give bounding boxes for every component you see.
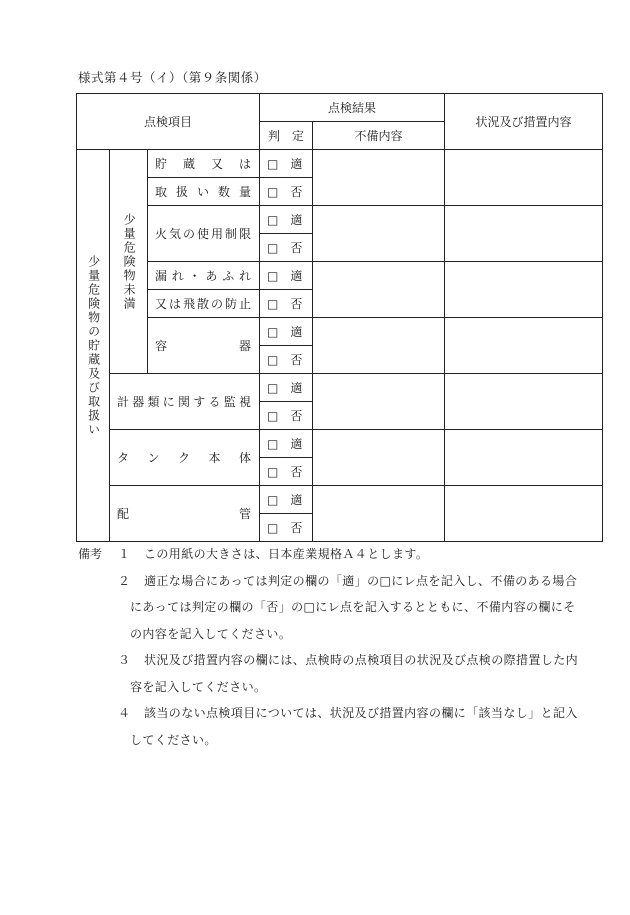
item-7-ok-checkbox[interactable]: □ 適 bbox=[260, 486, 313, 514]
item-char: れ bbox=[171, 269, 184, 283]
item-6-ok-checkbox[interactable]: □ 適 bbox=[260, 430, 313, 458]
item-1-ng-checkbox[interactable]: □ 否 bbox=[260, 178, 313, 206]
item-7-defect-field[interactable] bbox=[313, 486, 445, 542]
item-char: 容 bbox=[155, 339, 168, 353]
item-char: 本 bbox=[208, 451, 221, 465]
item-char: 又 bbox=[211, 157, 224, 171]
item-3-line1 bbox=[148, 262, 260, 290]
item-char: 使 bbox=[197, 227, 210, 241]
item-char: 器 bbox=[132, 395, 145, 409]
item-char: 器 bbox=[239, 339, 252, 353]
note-4 bbox=[78, 700, 608, 727]
item-char: い bbox=[197, 185, 210, 199]
item-3-status-field[interactable] bbox=[445, 262, 603, 318]
item-char: は bbox=[239, 157, 252, 171]
item-char: 気 bbox=[169, 227, 182, 241]
item-3-defect-field[interactable] bbox=[313, 262, 445, 318]
item-char: 類 bbox=[147, 395, 160, 409]
item-1-status-field[interactable] bbox=[445, 150, 603, 206]
item-char: れ bbox=[238, 269, 251, 283]
item-2-ng-checkbox[interactable]: □ 否 bbox=[260, 234, 313, 262]
item-char: 止 bbox=[239, 297, 252, 311]
note-4-text-a: 該当のない点検項目については、状況及び措置内容の欄に「該当なし」と記入 bbox=[144, 706, 578, 720]
item-char: 関 bbox=[178, 395, 191, 409]
item-char: 貯 bbox=[155, 157, 168, 171]
item-2-ok-checkbox[interactable]: □ 適 bbox=[260, 206, 313, 234]
item-5-defect-field[interactable] bbox=[313, 374, 445, 430]
note-2-text-a: 適正な場合にあっては判定の欄の「適」の□にレ点を記入し、不備のある場合 bbox=[144, 573, 578, 588]
note-1-text: この用紙の大きさは、日本産業規格Ａ４とします。 bbox=[144, 547, 429, 561]
item-char: 限 bbox=[239, 227, 252, 241]
item-char: 監 bbox=[223, 395, 236, 409]
item-char: の bbox=[211, 297, 224, 311]
item-char: 計 bbox=[117, 395, 130, 409]
subcategory-cell bbox=[110, 150, 148, 374]
item-char: す bbox=[193, 395, 206, 409]
item-4-ok-checkbox[interactable]: □ 適 bbox=[260, 318, 313, 346]
category-cell bbox=[77, 150, 110, 542]
item-6-status-field[interactable] bbox=[445, 430, 603, 486]
item-3-line2 bbox=[148, 290, 260, 318]
item-2-label bbox=[148, 206, 260, 262]
note-3 bbox=[78, 647, 608, 674]
item-char: 火 bbox=[155, 227, 168, 241]
item-4-ng-checkbox[interactable]: □ 否 bbox=[260, 346, 313, 374]
category-label: 少量危険物の貯蔵及び取扱い bbox=[86, 254, 101, 437]
item-1-line1 bbox=[148, 150, 260, 178]
note-2-number: ２ bbox=[118, 573, 131, 588]
item-char: る bbox=[208, 395, 221, 409]
item-5-ok-checkbox[interactable]: □ 適 bbox=[260, 374, 313, 402]
item-char: 配 bbox=[117, 507, 130, 521]
item-char: ふ bbox=[222, 269, 235, 283]
form-title: 様式第４号（イ）（第９条関係） bbox=[78, 70, 267, 85]
note-3-number: ３ bbox=[118, 653, 131, 667]
item-char: タ bbox=[117, 451, 130, 465]
item-5-label bbox=[110, 374, 260, 430]
item-6-ng-checkbox[interactable]: □ 否 bbox=[260, 458, 313, 486]
note-3-text-a: 状況及び措置内容の欄には、点検時の点検項目の状況及び点検の際措置した内 bbox=[144, 653, 579, 667]
note-1-number: １ bbox=[118, 547, 131, 561]
item-char: 用 bbox=[211, 227, 224, 241]
item-char: 蔵 bbox=[183, 157, 196, 171]
item-char: の bbox=[183, 227, 196, 241]
notes-label: 備考 bbox=[78, 547, 103, 561]
item-char: ク bbox=[178, 451, 191, 465]
subcategory-label: 少量危険物未満 bbox=[122, 212, 137, 311]
item-6-defect-field[interactable] bbox=[313, 430, 445, 486]
notes-section bbox=[78, 541, 608, 753]
item-char: 散 bbox=[197, 297, 210, 311]
item-6-label bbox=[110, 430, 260, 486]
item-5-ng-checkbox[interactable]: □ 否 bbox=[260, 402, 313, 430]
item-2-defect-field[interactable] bbox=[313, 206, 445, 262]
item-4-status-field[interactable] bbox=[445, 318, 603, 374]
header-judgment: 判 定 bbox=[260, 122, 313, 150]
item-char: 量 bbox=[239, 185, 252, 199]
header-inspection-item: 点検項目 bbox=[77, 94, 260, 150]
item-7-status-field[interactable] bbox=[445, 486, 603, 542]
item-1-line2 bbox=[148, 178, 260, 206]
item-char: 防 bbox=[225, 297, 238, 311]
note-1 bbox=[78, 541, 608, 568]
item-char: ・ bbox=[188, 269, 201, 283]
header-status-measures: 状況及び措置内容 bbox=[445, 94, 603, 150]
note-4-number: ４ bbox=[118, 706, 131, 720]
note-2-text-b: にあっては判定の欄の「否」の□にレ点を記入するとともに、不備内容の欄にそ bbox=[130, 600, 576, 614]
item-4-label bbox=[148, 318, 260, 374]
item-char: は bbox=[169, 297, 182, 311]
item-char: 数 bbox=[218, 185, 231, 199]
item-char: 飛 bbox=[183, 297, 196, 311]
item-char: 体 bbox=[239, 451, 252, 465]
note-4-text-b: してください。 bbox=[130, 732, 217, 747]
item-char: 漏 bbox=[155, 269, 168, 283]
note-2 bbox=[78, 568, 608, 595]
item-1-ok-checkbox[interactable]: □ 適 bbox=[260, 150, 313, 178]
item-1-defect-field[interactable] bbox=[313, 150, 445, 206]
item-3-ng-checkbox[interactable]: □ 否 bbox=[260, 290, 313, 318]
note-3-text-b: 容を記入してください。 bbox=[130, 679, 267, 694]
item-7-ng-checkbox[interactable]: □ 否 bbox=[260, 514, 313, 542]
inspection-table bbox=[76, 93, 603, 542]
note-2-text-c: の内容を記入してください。 bbox=[130, 626, 292, 641]
item-char: 扱 bbox=[176, 185, 189, 199]
item-2-status-field[interactable] bbox=[445, 206, 603, 262]
item-char: に bbox=[162, 395, 175, 409]
item-3-ok-checkbox[interactable]: □ 適 bbox=[260, 262, 313, 290]
item-char: 視 bbox=[239, 395, 252, 409]
item-7-label bbox=[110, 486, 260, 542]
item-char: 制 bbox=[225, 227, 238, 241]
item-char: あ bbox=[205, 269, 218, 283]
header-inspection-result: 点検結果 bbox=[260, 94, 445, 122]
item-char: ン bbox=[147, 451, 160, 465]
header-defect: 不備内容 bbox=[313, 122, 445, 150]
item-5-status-field[interactable] bbox=[445, 374, 603, 430]
item-char: 管 bbox=[239, 507, 252, 521]
item-4-defect-field[interactable] bbox=[313, 318, 445, 374]
item-char: 又 bbox=[155, 297, 168, 311]
item-char: 取 bbox=[155, 185, 168, 199]
